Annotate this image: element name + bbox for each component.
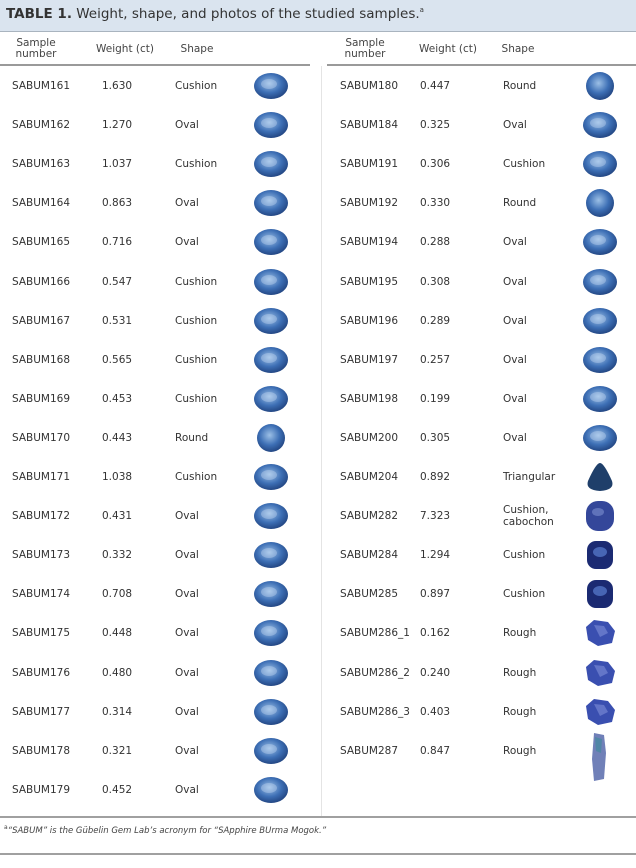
- round-gem-icon: [582, 187, 618, 222]
- oval-gem-icon: [253, 657, 289, 692]
- sample-number: SABUM286_1: [340, 627, 410, 640]
- shape-value: Cushion: [175, 471, 218, 483]
- weight-value: 0.547: [102, 275, 133, 288]
- caption-note-marker: a: [419, 6, 424, 14]
- weight-value: 0.288: [420, 236, 451, 249]
- table-label: TABLE 1.: [6, 6, 72, 22]
- shape-value: Oval: [175, 197, 199, 210]
- sample-number: SABUM179: [12, 783, 71, 796]
- sample-number: SABUM197: [340, 353, 399, 366]
- header-weight: Weight (ct): [418, 43, 477, 55]
- sample-number: SABUM168: [12, 353, 71, 366]
- shape-value: [503, 504, 554, 528]
- weight-value: 1.294: [420, 549, 451, 562]
- footnote-bottom-rule: [0, 853, 636, 855]
- weight-value: 0.314: [102, 705, 133, 718]
- table-row: [0, 301, 310, 340]
- weight-value: 0.716: [102, 236, 133, 249]
- oval-gem-icon: [253, 187, 289, 222]
- sample-number: SABUM166: [12, 275, 71, 288]
- shape-value: Oval: [503, 314, 527, 327]
- shape-value: Cushion: [175, 158, 218, 171]
- sample-number: SABUM161: [12, 80, 71, 92]
- shape-value: Rough: [503, 627, 537, 640]
- weight-value: 0.897: [420, 588, 451, 601]
- weight-value: 0.289: [420, 314, 451, 327]
- header-shape: Shape: [501, 43, 535, 55]
- sample-number: SABUM171: [12, 471, 71, 483]
- rough-gem-icon: [582, 617, 618, 652]
- sample-number: SABUM165: [12, 236, 71, 249]
- sample-number: SABUM176: [12, 666, 71, 679]
- column-divider: [321, 66, 322, 816]
- weight-value: 0.847: [420, 744, 451, 757]
- table-caption: Weight, shape, and photos of the studied samples.: [71, 6, 420, 22]
- oval-gem-icon: [253, 109, 289, 144]
- shape-value: Oval: [175, 666, 199, 679]
- sample-number: SABUM282: [340, 510, 399, 523]
- sample-number: SABUM162: [12, 119, 71, 132]
- sample-number: SABUM178: [12, 744, 71, 757]
- shape-value: Round: [503, 80, 537, 92]
- weight-value: 0.565: [102, 353, 133, 366]
- shape-value: Cushion: [175, 353, 218, 366]
- table-row: [0, 574, 310, 613]
- table-row: [327, 653, 636, 692]
- weight-value: 0.199: [420, 392, 451, 405]
- sample-number: SABUM180: [340, 80, 399, 92]
- oval-gem-icon: [253, 617, 289, 652]
- sample-number: SABUM192: [340, 197, 399, 210]
- table-row: [327, 574, 636, 613]
- header-sample-line1: Sample: [16, 37, 56, 49]
- header-shape: Shape: [180, 43, 214, 55]
- table-row: [327, 457, 636, 496]
- shape-value: Cushion: [503, 158, 546, 171]
- sample-number: SABUM177: [12, 705, 71, 718]
- shape-value: Round: [503, 197, 537, 210]
- shape-value: Oval: [503, 353, 527, 366]
- shape-value: Oval: [503, 275, 527, 288]
- sample-number: SABUM285: [340, 588, 399, 601]
- rough-gem-icon: [582, 657, 618, 692]
- oval-gem-icon: [253, 305, 289, 340]
- shape-value: Oval: [175, 119, 199, 132]
- sample-number: SABUM195: [340, 275, 399, 288]
- weight-value: 1.038: [102, 471, 133, 483]
- sample-number: SABUM169: [12, 392, 71, 405]
- table-row: [0, 105, 310, 144]
- weight-value: 0.531: [102, 314, 133, 327]
- sample-number: SABUM163: [12, 158, 71, 171]
- table-row: [0, 144, 310, 183]
- table-row: [0, 379, 310, 418]
- sample-number: SABUM198: [340, 392, 399, 405]
- shape-value: Oval: [503, 236, 527, 249]
- oval-gem-icon: [582, 422, 618, 457]
- shape-value: Cushion: [175, 314, 218, 327]
- oval-gem-icon: [253, 70, 289, 105]
- oval-gem-icon: [253, 148, 289, 183]
- weight-value: 0.448: [102, 627, 133, 640]
- table-row: [327, 301, 636, 340]
- weight-value: 0.162: [420, 627, 451, 640]
- header-sample-line2: number: [15, 48, 57, 60]
- table-row: [0, 340, 310, 379]
- weight-value: 0.431: [102, 510, 133, 523]
- oval-gem-icon: [582, 305, 618, 340]
- oval-gem-icon: [253, 774, 289, 809]
- weight-value: 0.321: [102, 744, 133, 757]
- oval-gem-icon: [582, 226, 618, 261]
- oval-gem-icon: [253, 266, 289, 301]
- oval-gem-icon: [253, 735, 289, 770]
- table-row: [0, 653, 310, 692]
- oval-gem-icon: [253, 539, 289, 574]
- shape-value: Oval: [175, 705, 199, 718]
- sample-number: SABUM164: [12, 197, 71, 210]
- oval-gem-icon: [582, 383, 618, 418]
- weight-value: 0.325: [420, 119, 451, 132]
- oval-gem-icon: [582, 266, 618, 301]
- weight-value: 0.240: [420, 666, 451, 679]
- sample-number: SABUM204: [340, 471, 399, 483]
- table-row: [327, 144, 636, 183]
- table-row: [327, 731, 636, 770]
- weight-value: 0.447: [420, 80, 451, 92]
- round-gem-icon: [253, 422, 289, 457]
- weight-value: 0.863: [102, 197, 133, 210]
- table-row: [327, 379, 636, 418]
- sample-number: SABUM173: [12, 549, 71, 562]
- table-row: [327, 418, 636, 457]
- oval-gem-icon: [253, 696, 289, 731]
- table-row: [0, 770, 310, 809]
- sample-number: SABUM194: [340, 236, 399, 249]
- left-table-panel: [0, 32, 310, 796]
- oval-gem-icon: [253, 461, 289, 496]
- cushion-gem-icon: [582, 539, 618, 574]
- table-title: [6, 6, 424, 22]
- oval-gem-icon: [253, 500, 289, 535]
- shape-value: Oval: [175, 588, 199, 601]
- weight-value: 0.453: [102, 392, 133, 405]
- sample-number: SABUM170: [12, 431, 71, 444]
- shape-value: Oval: [175, 236, 199, 249]
- header-sample-number: [10, 38, 62, 60]
- sample-number: SABUM196: [340, 314, 399, 327]
- footnote-marker: a: [4, 824, 8, 831]
- sample-number: SABUM184: [340, 119, 399, 132]
- table-row: [0, 262, 310, 301]
- table-row: [327, 692, 636, 731]
- table-title-band: [0, 0, 636, 32]
- table-row: [327, 183, 636, 222]
- oval-gem-icon: [253, 383, 289, 418]
- weight-value: 1.270: [102, 119, 133, 132]
- shape-value: Cushion: [503, 549, 546, 562]
- footnote-text: “SABUM” is the Gübelin Gem Lab’s acronym for “SApphire BUrma Mogok.”: [7, 826, 327, 836]
- sample-number: SABUM286_2: [340, 666, 410, 679]
- table-row: [0, 613, 310, 652]
- sample-number: SABUM200: [340, 431, 399, 444]
- header-sample-number: [339, 38, 391, 60]
- table-row: [327, 535, 636, 574]
- table-row: [0, 692, 310, 731]
- table-row: [0, 222, 310, 261]
- cabochon-gem-icon: [582, 500, 618, 535]
- rough-crystal-icon: [582, 733, 618, 786]
- weight-value: 0.480: [102, 666, 133, 679]
- table-row: [327, 613, 636, 652]
- shape-value: Cushion: [175, 80, 218, 92]
- round-gem-icon: [582, 70, 618, 105]
- shape-value: Oval: [175, 510, 199, 523]
- shape-value: Rough: [503, 744, 537, 757]
- table-row: [327, 66, 636, 105]
- weight-value: 1.630: [102, 80, 133, 92]
- cushion-gem-icon: [582, 578, 618, 613]
- shape-value: Oval: [175, 783, 199, 796]
- weight-value: 0.257: [420, 353, 451, 366]
- shape-value: Oval: [503, 431, 527, 444]
- weight-value: 1.037: [102, 158, 133, 171]
- oval-gem-icon: [582, 109, 618, 144]
- table-row: [327, 262, 636, 301]
- shape-line1: Cushion,: [503, 504, 549, 517]
- shape-value: Oval: [503, 119, 527, 132]
- header-sample-line2: number: [344, 48, 386, 60]
- rough-gem-icon: [582, 696, 618, 731]
- header-sample-line1: Sample: [345, 37, 385, 49]
- table-row: [0, 183, 310, 222]
- shape-value: Oval: [175, 549, 199, 562]
- sample-number: SABUM286_3: [340, 705, 410, 718]
- triangular-gem-icon: [582, 461, 618, 496]
- weight-value: 0.708: [102, 588, 133, 601]
- oval-gem-icon: [253, 578, 289, 613]
- oval-gem-icon: [582, 148, 618, 183]
- oval-gem-icon: [253, 226, 289, 261]
- shape-value: Cushion: [175, 392, 218, 405]
- oval-gem-icon: [253, 344, 289, 379]
- right-table-panel: [327, 32, 636, 757]
- shape-value: Oval: [175, 627, 199, 640]
- sample-number: SABUM284: [340, 549, 399, 562]
- table-row: [327, 496, 636, 535]
- shape-value: Cushion: [175, 275, 218, 288]
- sample-number: SABUM172: [12, 510, 71, 523]
- weight-value: 0.443: [102, 431, 133, 444]
- table-row: [0, 535, 310, 574]
- table-row: [0, 418, 310, 457]
- right-header-row: [327, 32, 636, 66]
- sample-number: SABUM287: [340, 744, 399, 757]
- shape-value: Rough: [503, 666, 537, 679]
- weight-value: 0.892: [420, 471, 451, 483]
- weight-value: 7.323: [420, 510, 451, 523]
- sample-number: SABUM167: [12, 314, 71, 327]
- table-row: [0, 457, 310, 496]
- oval-gem-icon: [582, 344, 618, 379]
- sample-number: SABUM175: [12, 627, 71, 640]
- weight-value: 0.332: [102, 549, 133, 562]
- table-row: [327, 222, 636, 261]
- table-bottom-rule: [0, 816, 636, 818]
- footnote: [4, 824, 326, 836]
- table-row: [0, 66, 310, 105]
- weight-value: 0.330: [420, 197, 451, 210]
- sample-number: SABUM174: [12, 588, 71, 601]
- weight-value: 0.305: [420, 431, 451, 444]
- shape-value: Triangular: [503, 471, 556, 483]
- shape-line2: cabochon: [503, 516, 554, 529]
- shape-value: Oval: [175, 744, 199, 757]
- weight-value: 0.403: [420, 705, 451, 718]
- table-row: [327, 105, 636, 144]
- shape-value: Cushion: [503, 588, 546, 601]
- shape-value: Oval: [503, 392, 527, 405]
- weight-value: 0.452: [102, 783, 133, 796]
- left-header-row: [0, 32, 310, 66]
- table-row: [0, 731, 310, 770]
- weight-value: 0.308: [420, 275, 451, 288]
- sample-number: SABUM191: [340, 158, 399, 171]
- header-weight: Weight (ct): [95, 43, 154, 55]
- shape-value: Round: [175, 431, 209, 444]
- table-row: [0, 496, 310, 535]
- table-row: [327, 340, 636, 379]
- shape-value: Rough: [503, 705, 537, 718]
- weight-value: 0.306: [420, 158, 451, 171]
